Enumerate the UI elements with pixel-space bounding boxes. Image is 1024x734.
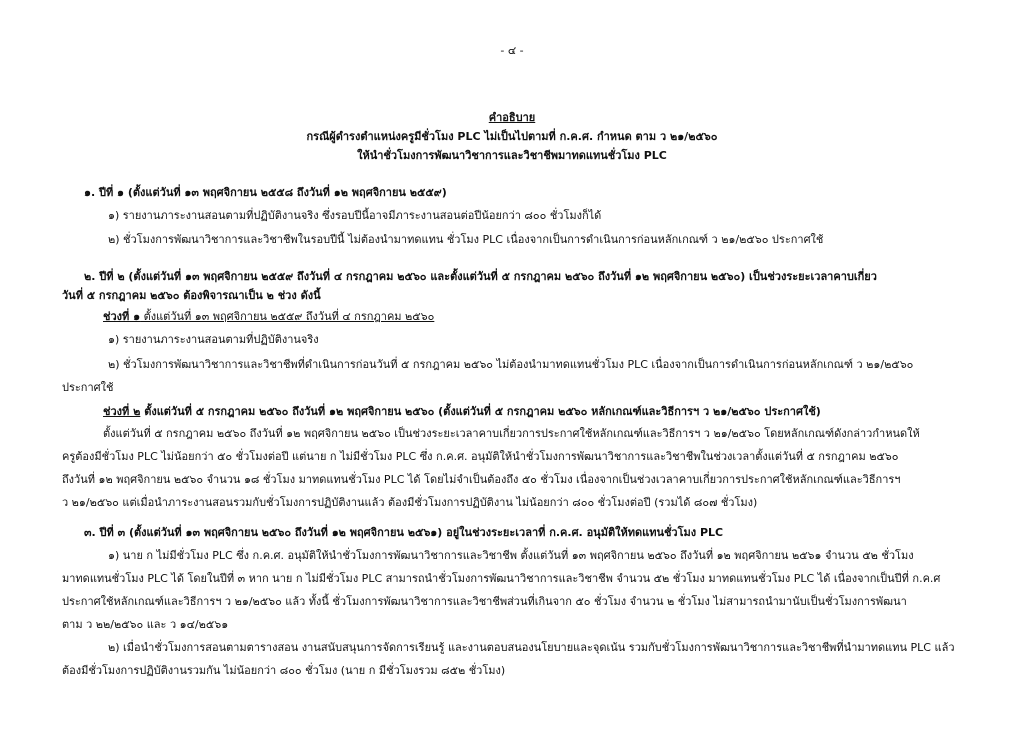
section-3-item-2-line-1: ๒) เมื่อนำชั่วโมงการสอนตามตารางสอน งานสนับสนุนการจัดการเรียนรู้ และงานตอบสนองนโยบายและจุดเน้น รวมกับชั่วโมงการพัฒนาวิชาการและวิชาชีพที่นำมาทดแทน PLC แล้ว <box>108 641 955 654</box>
period-2-line <box>103 405 821 419</box>
period-1-item-2: ๒) ชั่วโมงการพัฒนาวิชาการและวิชาชีพที่ดำเนินการก่อนวันที่ ๕ กรกฎาคม ๒๕๖๐ ไม่ต้องนำมาทดแทนชั่วโมง PLC เนื่องจากเป็นการดำเนินการก่อนหลักเกณฑ์ ว ๒๑/๒๕๖๐ <box>108 358 914 371</box>
doc-title: คำอธิบาย <box>488 111 536 124</box>
section-3-item-1-line-4: ตาม ว ๒๒/๒๕๖๐ และ ว ๑๔/๒๕๖๑ <box>62 618 229 631</box>
period-2-para-line-2: ครูต้องมีชั่วโมง PLC ไม่น้อยกว่า ๕๐ ชั่วโมงต่อปี แต่นาย ก ไม่มีชั่วโมง PLC ซึ่ง ก.ค.ศ. อนุมัติให้นำชั่วโมงการพัฒนาวิชาการและวิชาชีพในช่วงเวลาตั้งแต่วันที่ ๕ กรกฎาคม ๒๕๖๐ <box>62 450 899 463</box>
period-1-item-1: ๑) รายงานภาระงานสอนตามที่ปฏิบัติงานจริง <box>108 333 319 346</box>
section-1-item-1: ๑) รายงานภาระงานสอนตามที่ปฏิบัติงานจริง ซึ่งรอบปีนี้อาจมีภาระงานสอนต่อปีน้อยกว่า ๘๐๐ ชั่วโมงก็ได้ <box>108 209 602 222</box>
period-2-para-line-1: ตั้งแต่วันที่ ๕ กรกฎาคม ๒๕๖๐ ถึงวันที่ ๑๒ พฤศจิกายน ๒๕๖๐ เป็นช่วงระยะเวลาคาบเกี่ยวการประกาศใช้หลักเกณฑ์และวิธีการฯ ว ๒๑/๒๕๖๐ โดยหลักเกณฑ์ดังกล่าวกำหนดให้ <box>103 427 920 440</box>
doc-subtitle-1: กรณีผู้ดำรงตำแหน่งครูมีชั่วโมง PLC ไม่เป็นไปตามที่ ก.ค.ศ. กำหนด ตาม ว ๒๑/๒๕๖๐ <box>306 130 718 143</box>
section-2-heading-line-1: ๒. ปีที่ ๒ (ตั้งแต่วันที่ ๑๓ พฤศจิกายน ๒๕๕๙ ถึงวันที่ ๔ กรกฎาคม ๒๕๖๐ และตั้งแต่วันที่ ๕ กรกฎาคม ๒๕๖๐ ถึงวันที่ ๑๒ พฤศจิกายน ๒๕๖๐) เป็นช่วงระยะเวลาคาบเกี่ยว <box>84 270 877 283</box>
period-1-text: ตั้งแต่วันที่ ๑๓ พฤศจิกายน ๒๕๕๙ ถึงวันที่ ๔ กรกฎาคม ๒๕๖๐ <box>140 310 435 323</box>
section-1-item-2: ๒) ชั่วโมงการพัฒนาวิชาการและวิชาชีพในรอบปีนี้ ไม่ต้องนำมาทดแทน ชั่วโมง PLC เนื่องจากเป็นการดำเนินการก่อนหลักเกณฑ์ ว ๒๑/๒๕๖๐ ประกาศใช้ <box>108 233 824 246</box>
section-3-item-2-line-2: ต้องมีชั่วโมงการปฏิบัติงานรวมกัน ไม่น้อยกว่า ๘๐๐ ชั่วโมง (นาย ก มีชั่วโมงรวม ๘๕๒ ชั่วโมง) <box>62 664 506 677</box>
period-2-para-line-4: ว ๒๑/๒๕๖๐ แต่เมื่อนำภาระงานสอนรวมกับชั่วโมงการปฏิบัติงานแล้ว ต้องมีชั่วโมงการปฏิบัติงาน ไม่น้อยกว่า ๘๐๐ ชั่วโมงต่อปี (รวมได้ ๘๐๗ ชั่วโมง) <box>62 496 758 509</box>
section-3-item-1-line-3: ประกาศใช้หลักเกณฑ์และวิธีการฯ ว ๒๑/๒๕๖๐ แล้ว ทั้งนี้ ชั่วโมงการพัฒนาวิชาการและวิชาชีพส่วนที่เกินจาก ๕๐ ชั่วโมง จำนวน ๒ ชั่วโมง ไม่สามารถนำมานับเป็นชั่วโมงการพัฒนา <box>62 595 907 608</box>
doc-subtitle-2: ให้นำชั่วโมงการพัฒนาวิชาการและวิชาชีพมาทดแทนชั่วโมง PLC <box>357 149 667 162</box>
section-3-item-1-line-1: ๑) นาย ก ไม่มีชั่วโมง PLC ซึ่ง ก.ค.ศ. อนุมัติให้นำชั่วโมงการพัฒนาวิชาการและวิชาชีพ ตั้งแต่วันที่ ๑๓ พฤศจิกายน ๒๕๖๐ ถึงวันที่ ๑๒ พฤศจิกายน ๒๕๖๑ จำนวน ๕๒ ชั่วโมง <box>108 549 914 562</box>
section-1-heading: ๑. ปีที่ ๑ (ตั้งแต่วันที่ ๑๓ พฤศจิกายน ๒๕๕๘ ถึงวันที่ ๑๒ พฤศจิกายน ๒๕๕๙) <box>84 186 447 199</box>
period-1-line <box>103 310 434 324</box>
page-number: - ๔ - <box>500 44 524 57</box>
section-3-heading: ๓. ปีที่ ๓ (ตั้งแต่วันที่ ๑๓ พฤศจิกายน ๒๕๖๐ ถึงวันที่ ๑๒ พฤศจิกายน ๒๕๖๑) อยู่ในช่วงระยะเวลาที่ ก.ค.ศ. อนุมัติให้ทดแทนชั่วโมง PLC <box>84 526 724 539</box>
period-2-label: ช่วงที่ ๒ <box>103 405 141 418</box>
period-1-label: ช่วงที่ ๑ <box>103 310 141 323</box>
period-1-item-2-cont: ประกาศใช้ <box>62 381 114 394</box>
period-2-text: ตั้งแต่วันที่ ๕ กรกฎาคม ๒๕๖๐ ถึงวันที่ ๑๒ พฤศจิกายน ๒๕๖๐ (ตั้งแต่วันที่ ๕ กรกฎาคม ๒๕๖๐ หลักเกณฑ์และวิธีการฯ ว ๒๑/๒๕๖๐ ประกาศใช้) <box>140 405 821 418</box>
section-2-heading-line-2: วันที่ ๕ กรกฎาคม ๒๕๖๐ ต้องพิจารณาเป็น ๒ ช่วง ดังนี้ <box>62 289 321 302</box>
period-2-para-line-3: ถึงวันที่ ๑๒ พฤศจิกายน ๒๕๖๐ จำนวน ๑๘ ชั่วโมง มาทดแทนชั่วโมง PLC ได้ โดยไม่จำเป็นต้องถึง ๕๐ ชั่วโมง เนื่องจากเป็นช่วงเวลาคาบเกี่ยวการประกาศใช้หลักเกณฑ์และวิธีการฯ <box>62 473 901 486</box>
section-3-item-1-line-2: มาทดแทนชั่วโมง PLC ได้ โดยในปีที่ ๓ หาก นาย ก ไม่มีชั่วโมง PLC สามารถนำชั่วโมงการพัฒนาวิชาการและวิชาชีพ จำนวน ๕๒ ชั่วโมง มาทดแทนชั่วโมง PLC ได้ เนื่องจากเป็นปีที่ ก.ค.ศ <box>62 572 941 585</box>
